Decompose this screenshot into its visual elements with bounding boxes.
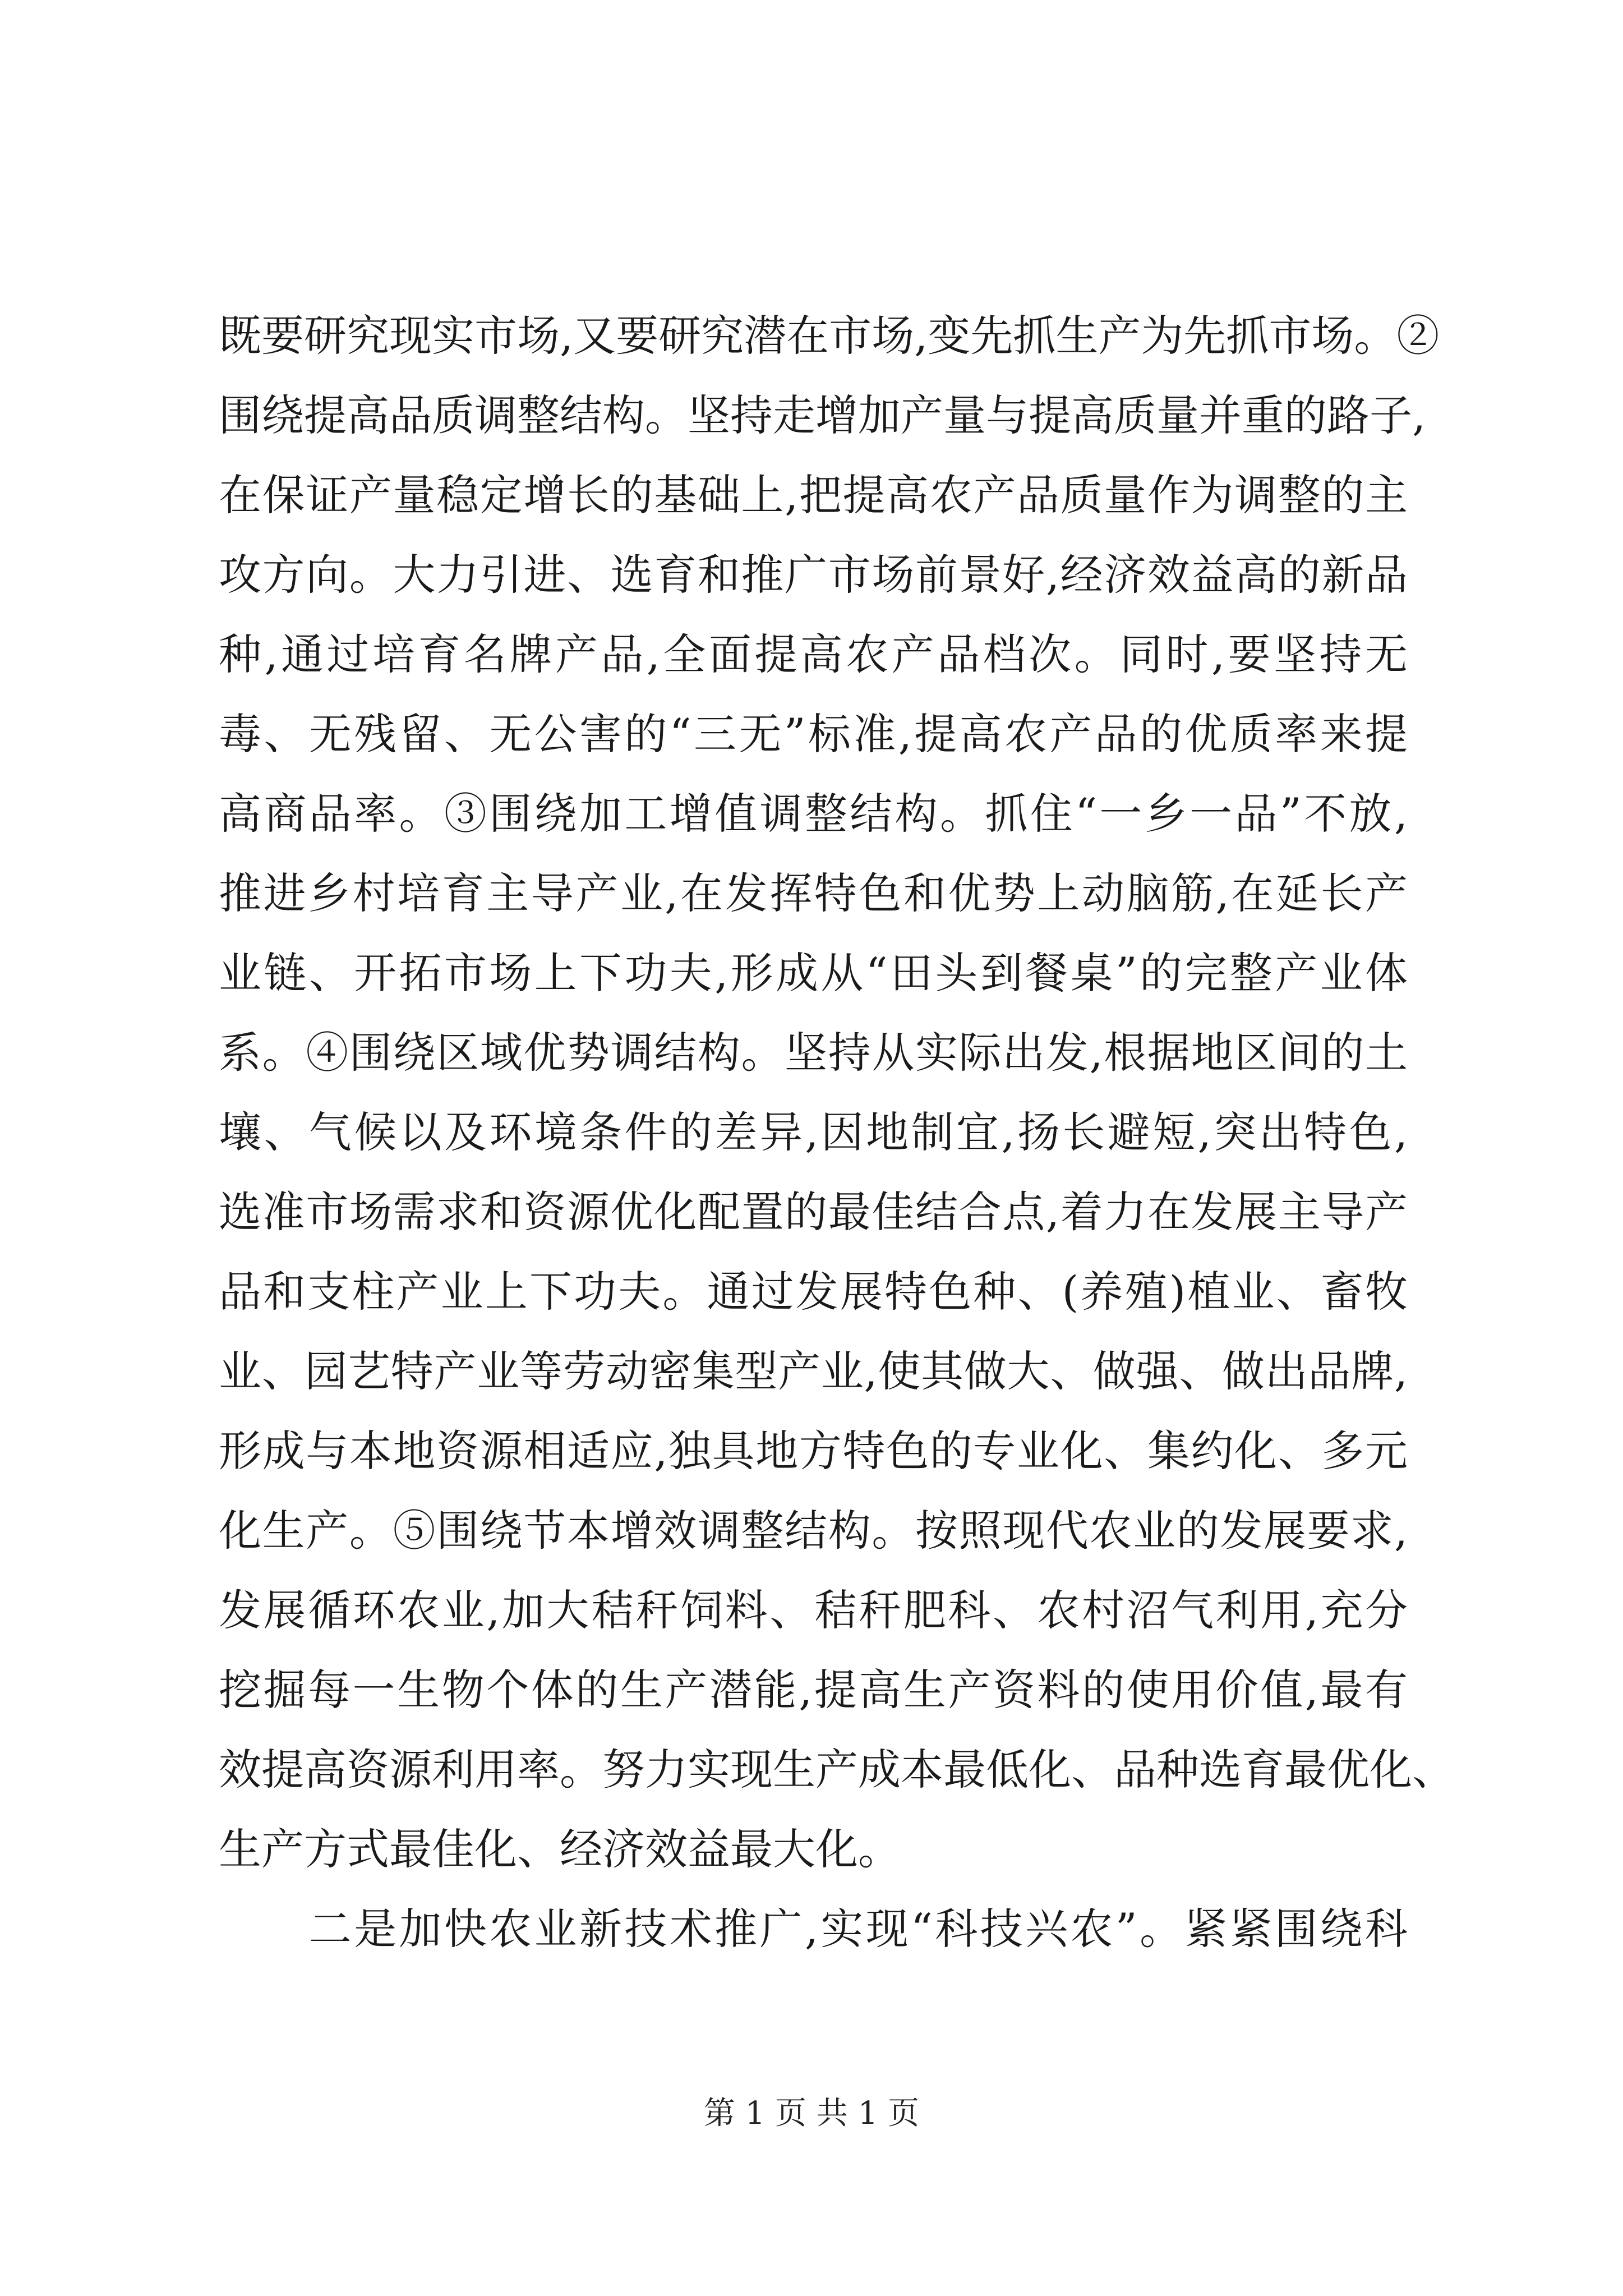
text-line: 种,通过培育名牌产品,全面提高农产品档次。同时,要坚持无 [219, 629, 1408, 679]
text-line: 毒、无残留、无公害的“三无”标准,提高农产品的优质率来提 [219, 709, 1408, 759]
text-line: 推进乡村培育主导产业,在发挥特色和优势上动脑筋,在延长产 [219, 868, 1408, 918]
text-line: 围绕提高品质调整结构。坚持走增加产量与提高质量并重的路子, [219, 390, 1426, 440]
paragraph-start-line: 二是加快农业新技术推广,实现“科技兴农”。紧紧围绕科 [219, 1904, 1408, 1954]
text-line: 挖掘每一生物个体的生产潜能,提高生产资料的使用价值,最有 [219, 1665, 1408, 1715]
text-line: 壤、气候以及环境条件的差异,因地制宜,扬长避短,突出特色, [219, 1107, 1408, 1157]
text-line: 形成与本地资源相适应,独具地方特色的专业化、集约化、多元 [219, 1426, 1408, 1476]
page-footer: 第 1 页 共 1 页 [703, 2095, 920, 2132]
text-line: 效提高资源利用率。努力实现生产成本最低化、品种选育最优化、 [219, 1745, 1455, 1795]
body-text [219, 296, 1455, 1969]
text-line: 业、园艺特产业等劳动密集型产业,使其做大、做强、做出品牌, [219, 1346, 1408, 1396]
text-line: 品和支柱产业上下功夫。通过发展特色种、(养殖)植业、畜牧 [219, 1267, 1408, 1317]
text-line: 既要研究现实市场,又要研究潜在市场,变先抓生产为先抓市场。② [219, 311, 1440, 361]
text-line: 攻方向。大力引进、选育和推广市场前景好,经济效益高的新品 [219, 550, 1408, 600]
text-line: 业链、开拓市场上下功夫,形成从“田头到餐桌”的完整产业体 [219, 948, 1408, 998]
text-line: 选准市场需求和资源优化配置的最佳结合点,着力在发展主导产 [219, 1187, 1408, 1237]
text-line: 在保证产量稳定增长的基础上,把提高农产品质量作为调整的主 [219, 470, 1408, 520]
text-line: 发展循环农业,加大秸秆饲料、秸秆肥科、农村沼气利用,充分 [219, 1585, 1408, 1635]
text-line: 高商品率。③围绕加工增值调整结构。抓住“一乡一品”不放, [219, 789, 1408, 839]
text-line: 化生产。⑤围绕节本增效调整结构。按照现代农业的发展要求, [219, 1506, 1408, 1556]
text-line: 系。④围绕区域优势调结构。坚持从实际出发,根据地区间的土 [219, 1028, 1408, 1078]
paragraph-end-line: 生产方式最佳化、经济效益最大化。 [219, 1824, 901, 1874]
